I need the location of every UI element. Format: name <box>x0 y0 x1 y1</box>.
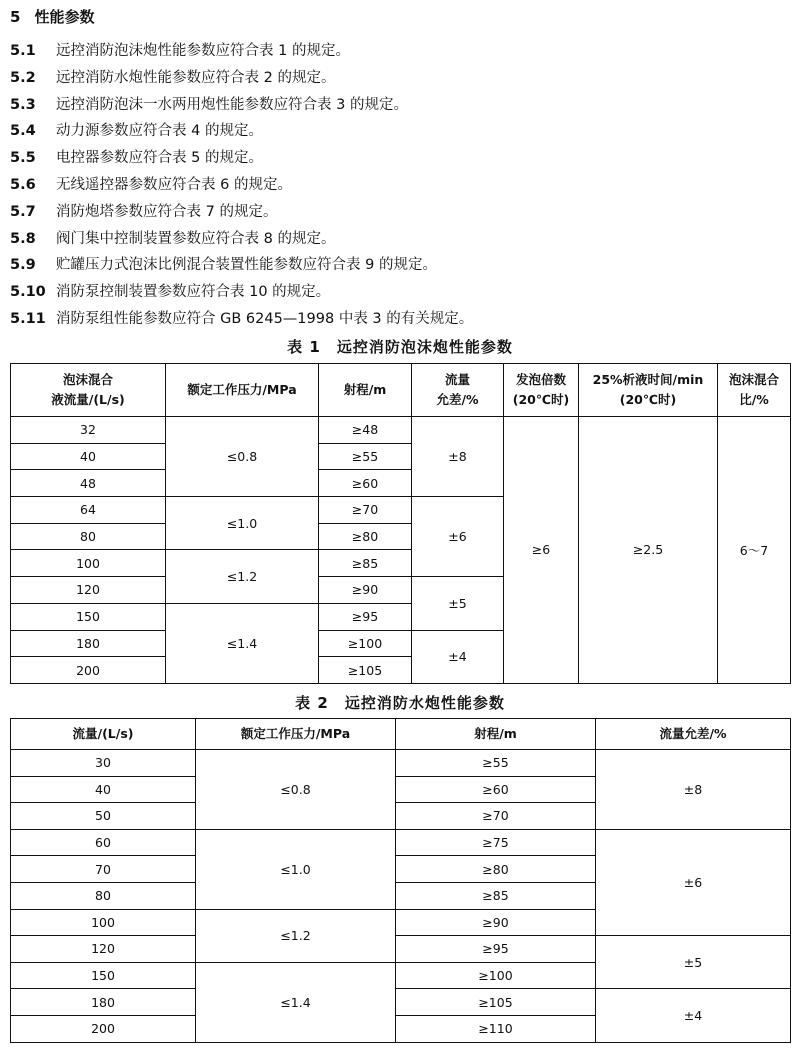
table1-header-range: 射程/m <box>319 364 412 417</box>
table1-header-row <box>11 364 791 417</box>
table-row <box>11 417 791 444</box>
clause-item <box>10 118 790 145</box>
tolerance-cell: ±4 <box>596 989 791 1042</box>
clause-item <box>10 279 790 306</box>
clause-text: 动力源参数应符合表 4 的规定。 <box>56 123 263 140</box>
flow-cell: 180 <box>11 989 196 1016</box>
section-number: 5 <box>10 8 21 26</box>
clause-number: 5.1 <box>10 43 36 59</box>
flow-cell: 70 <box>11 856 196 883</box>
clause-number: 5.6 <box>10 176 36 193</box>
range-cell: ≥75 <box>396 829 596 856</box>
clause-item <box>10 92 790 119</box>
table2-header-pressure: 额定工作压力/MPa <box>196 719 396 750</box>
range-cell: ≥85 <box>396 882 596 909</box>
range-cell: ≥95 <box>319 603 412 630</box>
clause-text: 消防炮塔参数应符合表 7 的规定。 <box>56 203 278 220</box>
clause-number: 5.5 <box>10 150 36 167</box>
section-heading <box>10 6 94 27</box>
pressure-cell: ≤1.2 <box>196 909 396 962</box>
flow-cell: 40 <box>11 443 166 470</box>
section-title: 性能参数 <box>34 8 95 26</box>
clause-item <box>10 65 790 92</box>
range-cell: ≥70 <box>396 803 596 830</box>
clause-item <box>10 38 790 65</box>
tolerance-cell: ±6 <box>412 497 504 577</box>
flow-cell: 200 <box>11 1015 196 1042</box>
table1-header-flow: 泡沫混合 液流量/(L/s) <box>11 364 166 417</box>
range-cell: ≥105 <box>319 657 412 684</box>
tolerance-cell: ±5 <box>412 577 504 630</box>
flow-cell: 150 <box>11 962 196 989</box>
range-cell: ≥110 <box>396 1015 596 1042</box>
table1-header-mix-ratio: 泡沫混合 比/% <box>718 364 791 417</box>
clause-number: 5.9 <box>10 257 36 274</box>
flow-cell: 180 <box>11 630 166 657</box>
clause-number: 5.7 <box>10 203 36 220</box>
table2-header-tolerance: 流量允差/% <box>596 719 791 750</box>
range-cell: ≥60 <box>396 776 596 803</box>
expansion-cell: ≥6 <box>504 417 579 684</box>
tolerance-cell: ±8 <box>596 750 791 830</box>
table1-header-pressure: 额定工作压力/MPa <box>166 364 319 417</box>
clause-number: 5.2 <box>10 69 36 86</box>
pressure-cell: ≤1.4 <box>166 603 319 683</box>
range-cell: ≥105 <box>396 989 596 1016</box>
clause-text: 消防泵组性能参数应符合 GB 6245—1998 中表 3 的有关规定。 <box>56 310 474 327</box>
clause-text: 电控器参数应符合表 5 的规定。 <box>56 150 263 167</box>
clause-text: 贮罐压力式泡沫比例混合装置性能参数应符合表 9 的规定。 <box>56 257 437 274</box>
range-cell: ≥55 <box>396 750 596 777</box>
clause-number: 5.4 <box>10 123 36 140</box>
range-cell: ≥70 <box>319 497 412 524</box>
table1-header-expansion: 发泡倍数 (20℃时) <box>504 364 579 417</box>
range-cell: ≥90 <box>319 577 412 604</box>
pressure-cell: ≤1.4 <box>196 962 396 1042</box>
flow-cell: 32 <box>11 417 166 444</box>
clause-item <box>10 199 790 226</box>
table1-header-drainage: 25%析液时间/min (20℃时) <box>579 364 718 417</box>
flow-cell: 50 <box>11 803 196 830</box>
flow-cell: 80 <box>11 523 166 550</box>
flow-cell: 120 <box>11 936 196 963</box>
clause-number: 5.11 <box>10 310 46 327</box>
clause-text: 消防泵控制装置参数应符合表 10 的规定。 <box>56 284 331 301</box>
clause-number: 5.8 <box>10 230 36 247</box>
clause-number: 5.3 <box>10 96 36 113</box>
flow-cell: 100 <box>11 550 166 577</box>
tolerance-cell: ±5 <box>596 936 791 989</box>
range-cell: ≥85 <box>319 550 412 577</box>
table-row <box>11 750 791 777</box>
pressure-cell: ≤1.2 <box>166 550 319 603</box>
range-cell: ≥100 <box>396 962 596 989</box>
table-row <box>11 829 791 856</box>
range-cell: ≥48 <box>319 417 412 444</box>
flow-cell: 80 <box>11 882 196 909</box>
range-cell: ≥80 <box>319 523 412 550</box>
clause-item <box>10 306 790 333</box>
clause-item <box>10 252 790 279</box>
mix-ratio-cell: 6～7 <box>718 417 791 684</box>
flow-cell: 30 <box>11 750 196 777</box>
flow-cell: 48 <box>11 470 166 497</box>
table2 <box>10 718 791 1043</box>
clause-number: 5.10 <box>10 284 46 301</box>
table1 <box>10 363 791 684</box>
clause-text: 远控消防水炮性能参数应符合表 2 的规定。 <box>56 69 336 86</box>
tolerance-cell: ±8 <box>412 417 504 497</box>
pressure-cell: ≤1.0 <box>196 829 396 909</box>
pressure-cell: ≤0.8 <box>196 750 396 830</box>
table1-caption: 表 1 远控消防泡沫炮性能参数 <box>287 338 513 356</box>
clause-item <box>10 145 790 172</box>
range-cell: ≥55 <box>319 443 412 470</box>
flow-cell: 120 <box>11 577 166 604</box>
tolerance-cell: ±6 <box>596 829 791 935</box>
clause-text: 远控消防泡沫炮性能参数应符合表 1 的规定。 <box>56 43 350 59</box>
range-cell: ≥80 <box>396 856 596 883</box>
tolerance-cell: ±4 <box>412 630 504 683</box>
flow-cell: 100 <box>11 909 196 936</box>
flow-cell: 60 <box>11 829 196 856</box>
flow-cell: 64 <box>11 497 166 524</box>
clause-text: 远控消防泡沫一水两用炮性能参数应符合表 3 的规定。 <box>56 96 408 113</box>
drainage-cell: ≥2.5 <box>579 417 718 684</box>
range-cell: ≥90 <box>396 909 596 936</box>
flow-cell: 200 <box>11 657 166 684</box>
clause-item <box>10 226 790 253</box>
pressure-cell: ≤0.8 <box>166 417 319 497</box>
table-row <box>11 989 791 1016</box>
table2-header-range: 射程/m <box>396 719 596 750</box>
clause-text: 无线遥控器参数应符合表 6 的规定。 <box>56 176 292 193</box>
table2-header-row <box>11 719 791 750</box>
range-cell: ≥95 <box>396 936 596 963</box>
flow-cell: 150 <box>11 603 166 630</box>
clause-text: 阀门集中控制装置参数应符合表 8 的规定。 <box>56 230 336 247</box>
table2-header-flow: 流量/(L/s) <box>11 719 196 750</box>
range-cell: ≥60 <box>319 470 412 497</box>
table1-header-tolerance: 流量 允差/% <box>412 364 504 417</box>
clause-list <box>10 38 790 333</box>
table2-caption: 表 2 远控消防水炮性能参数 <box>295 694 505 712</box>
table-row <box>11 936 791 963</box>
range-cell: ≥100 <box>319 630 412 657</box>
pressure-cell: ≤1.0 <box>166 497 319 550</box>
clause-item <box>10 172 790 199</box>
flow-cell: 40 <box>11 776 196 803</box>
